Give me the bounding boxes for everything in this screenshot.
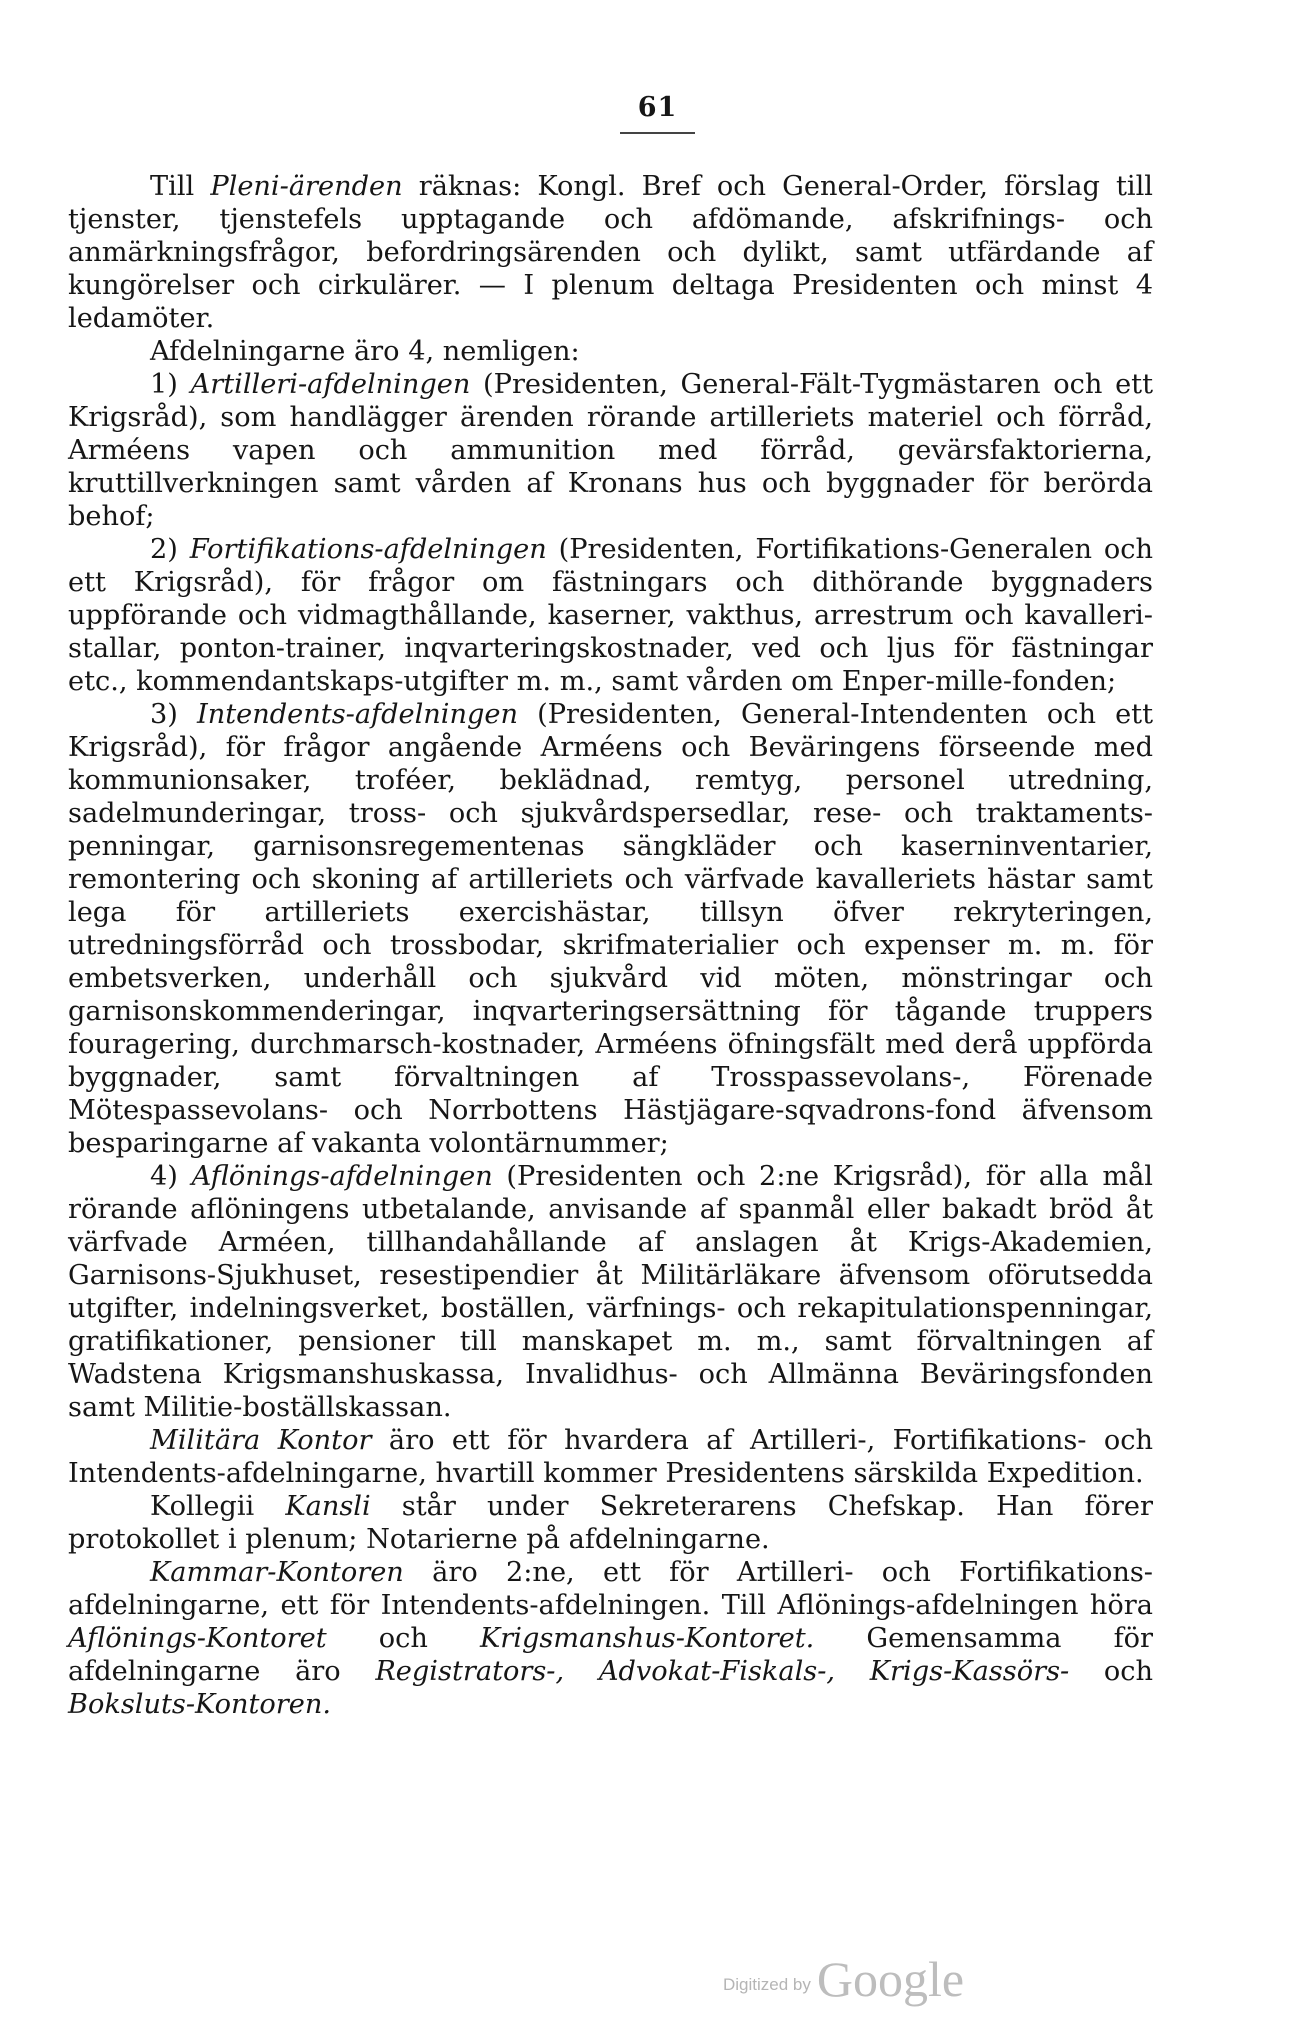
paragraph-afdelningarne: Afdelningarne äro 4, nemligen: bbox=[150, 336, 580, 367]
paragraph-kammar-kontoren: Kammar-Kontoren äro 2:ne, ett för Artilleri- och Fortifikations-afdelningarne, ett för Intendents-afdelningen. Till Aflönings-afdelningen höra Aflönings-Kontoret och Krigsmanshus-Kontoret. Gemensamma för afdelningarne äro Registrators-, Advokat-Fiskals-, Krigs-Kassörs- och Boksluts-Kontoren. bbox=[68, 1557, 1154, 1720]
paragraph-intendents-afdelningen: 3) Intendents-afdelningen (Presidenten, General-Intendenten och ett Krigsråd), för frågor angående Arméens och Beväringens förseende med kommunionsaker, troféer, beklädnad, remtyg, personel utredning, sadelmunderingar, tross- och sjukvårdspersedlar, rese- och traktaments-penningar, garnisonsregementenas sängkläder och kaserninventarier, remontering och skoning af artilleriets och värfvade kavalleriets hästar samt lega för artilleriets exercishästar, tillsyn öfver rekryteringen, utredningsförråd och trossbodar, skrifmaterialier och expenser m. m. för embetsverken, underhåll och sjukvård vid möten, mönstringar och garnisonskommenderingar, inqvarteringsersättning för tågande truppers fouragering, durchmarsch-kostnader, Arméens öfningsfält med derå uppförda byggnader, samt förvaltningen af Trosspassevolans-, Förenade Mötespassevolans- och Norrbottens Hästjägare-sqvadrons-fond äfvensom besparingarne af vakanta volontärnummer; bbox=[68, 699, 1154, 1159]
page-number-rule bbox=[620, 132, 695, 134]
paragraph-fortifikations-afdelningen: 2) Fortifikations-afdelningen (Presidenten, Fortifikations-Generalen och ett Krigsråd), för frågor om fästningars och dithörande byggnaders uppförande och vidmagthållande, kaserner, vakthus, arrestrum och kavalleri-stallar, ponton-trainer, inqvarteringskostnader, ved och ljus för fästningar etc., kommendantskaps-utgifter m. m., samt vården om Enper-mille-fonden; bbox=[68, 534, 1154, 697]
paragraph-pleni-arenden: Till Pleni-ärenden räknas: Kongl. Bref och General-Order, förslag till tjenster, tjenstefels upptagande och afdömande, afskrifnings- och anmärkningsfrågor, befordringsärenden och dylikt, samt utfärdande af kungörelser och cirkulärer. — I plenum deltaga Presidenten och minst 4 ledamöter. bbox=[68, 171, 1153, 334]
watermark-digitized-by: Digitized by bbox=[723, 1975, 811, 1994]
paragraph-aflonings-afdelningen: 4) Aflönings-afdelningen (Presidenten och 2:ne Krigsråd), för alla mål rörande aflöningens utbetalande, anvisande af spanmål eller bakadt bröd åt värfvade Arméen, tillhandahållande af anslagen åt Krigs-Akademien, Garnisons-Sjukhuset, resestipendier åt Militärläkare äfvensom oförutsedda utgifter, indelningsverket, boställen, värfnings- och rekapitulationspenningar, gratifikationer, pensioner till manskapet m. m., samt förvaltningen af Wadstena Krigsmanshuskassa, Invalidhus- och Allmänna Beväringsfonden samt Militie-boställskassan. bbox=[68, 1161, 1153, 1423]
page-number: 61 bbox=[637, 92, 678, 123]
paragraph-militara-kontor: Militära Kontor äro ett för hvardera af Artilleri-, Fortifikations- och Intendents-afdelningarne, hvartill kommer Presidentens särskilda Expedition. bbox=[68, 1425, 1153, 1489]
digitized-by-google-watermark bbox=[723, 1950, 964, 2008]
paragraph-kollegii-kansli: Kollegii Kansli står under Sekreterarens Chefskap. Han förer protokollet i plenum; Notarierne på afdelningarne. bbox=[68, 1491, 1153, 1555]
paragraph-artilleri-afdelningen: 1) Artilleri-afdelningen (Presidenten, General-Fält-Tygmästaren och ett Krigsråd), som handlägger ärenden rörande artilleriets materiel och förråd, Arméens vapen och ammunition med förråd, gevärsfaktorierna, kruttillverkningen samt vården af Kronans hus och byggnader för berörda behof; bbox=[68, 369, 1154, 532]
google-logo: Google bbox=[816, 1951, 965, 2007]
body-text bbox=[68, 170, 1153, 1721]
